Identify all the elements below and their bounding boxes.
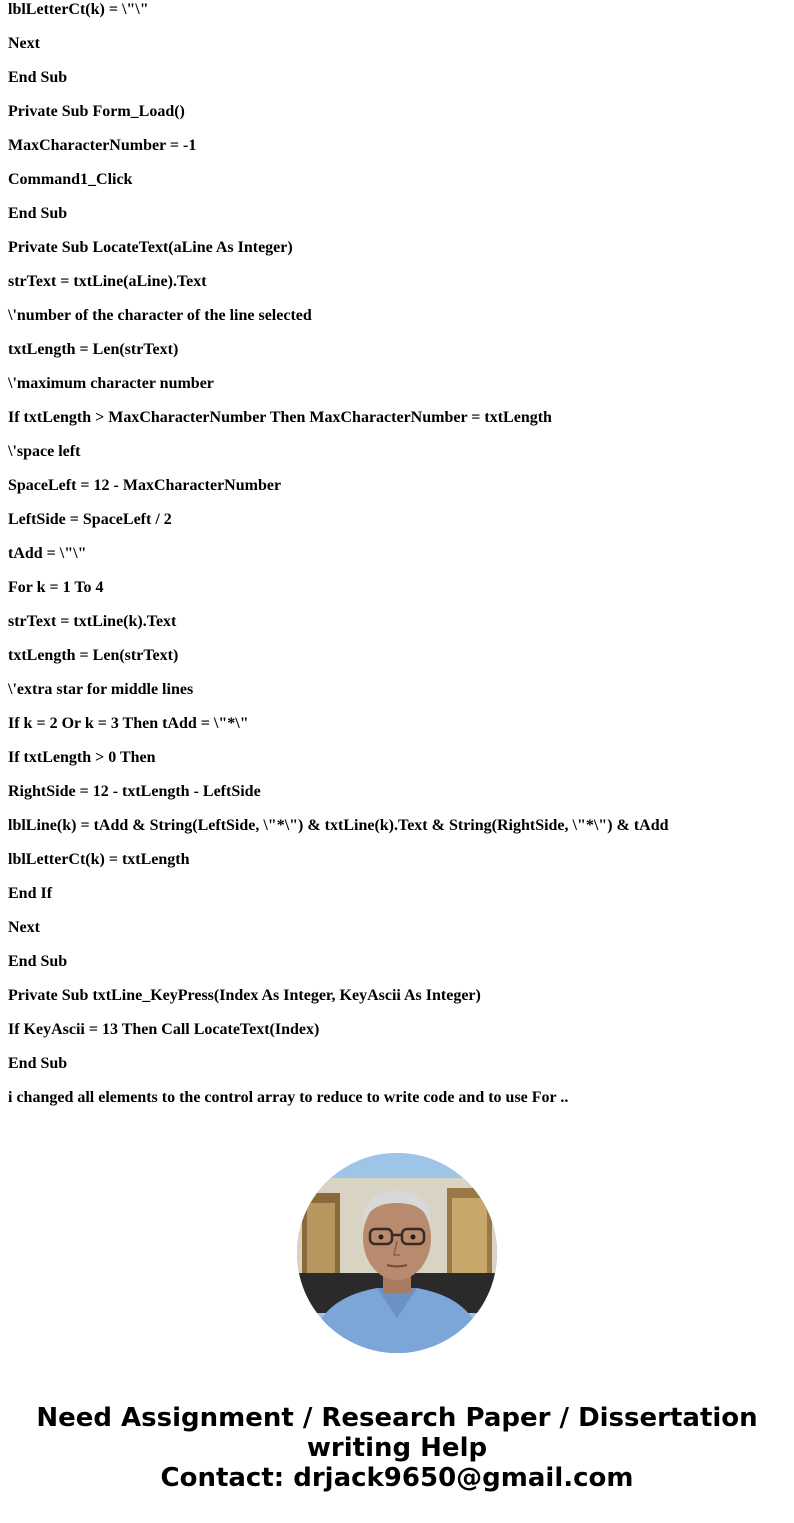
code-line: For k = 1 To 4 xyxy=(8,579,104,596)
code-line: i changed all elements to the control array to reduce to write code and to use For .. xyxy=(8,1089,569,1106)
code-line: lblLetterCt(k) = \"\" xyxy=(8,1,149,18)
code-line: txtLength = Len(strText) xyxy=(8,647,179,664)
code-line: If k = 2 Or k = 3 Then tAdd = \"*\" xyxy=(8,715,249,732)
code-block xyxy=(8,0,788,1122)
code-line: lblLine(k) = tAdd & String(LeftSide, \"*\") & txtLine(k).Text & String(RightSide, \"*\") & tAdd xyxy=(8,817,669,834)
code-line: End Sub xyxy=(8,205,68,222)
code-line: \'number of the character of the line selected xyxy=(8,307,312,324)
code-line: If txtLength > MaxCharacterNumber Then MaxCharacterNumber = txtLength xyxy=(8,409,552,426)
author-avatar xyxy=(297,1153,497,1353)
code-line: MaxCharacterNumber = -1 xyxy=(8,137,197,154)
code-line: \'extra star for middle lines xyxy=(8,681,194,698)
code-line: End If xyxy=(8,885,53,902)
code-line: strText = txtLine(k).Text xyxy=(8,613,177,630)
code-line: strText = txtLine(aLine).Text xyxy=(8,273,207,290)
code-line: Next xyxy=(8,35,40,52)
code-line: If txtLength > 0 Then xyxy=(8,749,156,766)
code-line: \'maximum character number xyxy=(8,375,214,392)
code-line: Private Sub Form_Load() xyxy=(8,103,185,120)
code-line: Next xyxy=(8,919,40,936)
author-photo xyxy=(297,1153,497,1353)
promo-contact: Contact: drjack9650@gmail.com xyxy=(160,1463,634,1493)
code-line: End Sub xyxy=(8,1055,68,1072)
code-line: tAdd = \"\" xyxy=(8,545,87,562)
code-line: txtLength = Len(strText) xyxy=(8,341,179,358)
code-line: \'space left xyxy=(8,443,81,460)
promo-line-1: Need Assignment / Research Paper / Dissertation xyxy=(36,1403,758,1433)
code-line: SpaceLeft = 12 - MaxCharacterNumber xyxy=(8,477,282,494)
promo-line-2: writing Help xyxy=(306,1433,488,1463)
code-line: Command1_Click xyxy=(8,171,133,188)
code-line: If KeyAscii = 13 Then Call LocateText(Index) xyxy=(8,1021,320,1038)
code-line: Private Sub txtLine_KeyPress(Index As Integer, KeyAscii As Integer) xyxy=(8,987,481,1004)
code-line: End Sub xyxy=(8,953,68,970)
code-line: LeftSide = SpaceLeft / 2 xyxy=(8,511,172,528)
promo-banner xyxy=(0,1403,794,1493)
code-line: End Sub xyxy=(8,69,68,86)
code-line: RightSide = 12 - txtLength - LeftSide xyxy=(8,783,261,800)
code-line: lblLetterCt(k) = txtLength xyxy=(8,851,190,868)
code-line: Private Sub LocateText(aLine As Integer) xyxy=(8,239,293,256)
